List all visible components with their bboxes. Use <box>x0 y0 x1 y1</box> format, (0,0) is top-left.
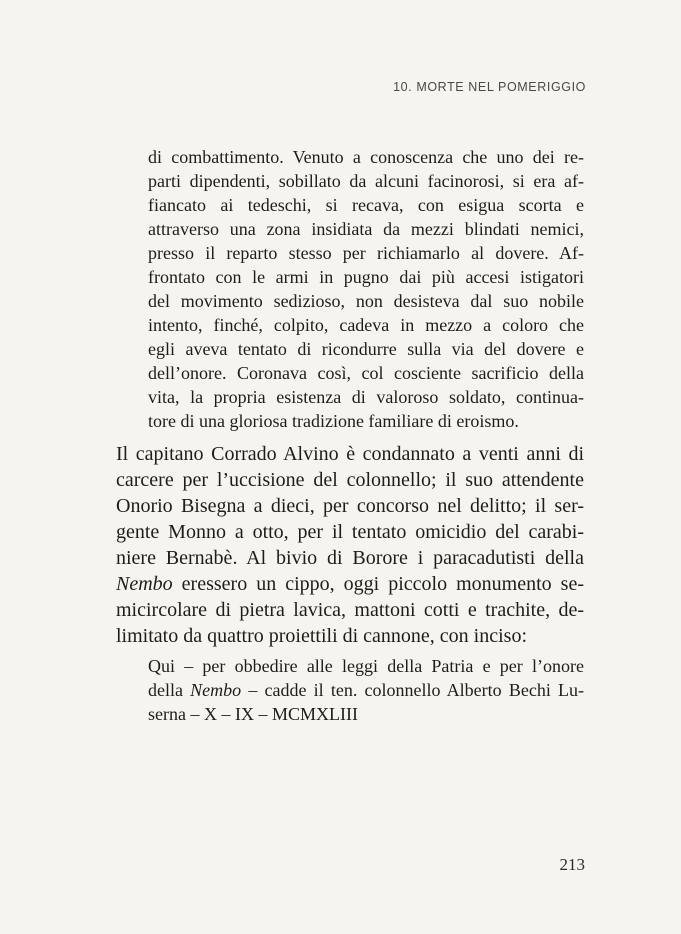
quote-line: vita, la propria esistenza di valoroso soldato, continua- <box>148 387 584 407</box>
inscription-quote <box>148 654 584 726</box>
quote-line: fiancato ai tedeschi, si recava, con esigua scorta e <box>148 195 584 215</box>
quote-line: attraverso una zona insidiata da mezzi blindati nemici, <box>148 219 584 239</box>
quote-line: del movimento sedizioso, non desisteva dal suo nobile <box>148 291 584 311</box>
paragraph-line <box>116 571 584 597</box>
quote-line: egli aveva tentato di ricondurre sulla via del dovere e <box>148 339 584 359</box>
inscription-text: – cadde il ten. colonnello Alberto Bechi Lu- <box>241 680 584 700</box>
block-quote <box>148 145 584 433</box>
running-head: 10. MORTE NEL POMERIGGIO <box>393 80 586 94</box>
quote-line: intento, finché, colpito, cadeva in mezzo a coloro che <box>148 315 584 335</box>
quote-line: di combattimento. Venuto a conoscenza che uno dei re- <box>148 147 584 167</box>
italic-term: Nembo <box>190 680 242 700</box>
quote-line: parti dipendenti, sobillato da alcuni facinorosi, si era af- <box>148 171 584 191</box>
paragraph-line: Il capitano Corrado Alvino è condannato a venti anni di <box>116 443 584 465</box>
body-paragraph <box>116 441 584 649</box>
page-number: 213 <box>559 855 585 874</box>
paragraph-text: eressero un cippo, oggi piccolo monumento se- <box>172 573 584 595</box>
quote-line: dell’onore. Coronava così, col cosciente sacrificio della <box>148 363 584 383</box>
paragraph-line: carcere per l’uccisione del colonnello; il suo attendente <box>116 469 584 491</box>
paragraph-line: limitato da quattro proiettili di cannone, con inciso: <box>116 625 528 647</box>
paragraph-line: micircolare di pietra lavica, mattoni cotti e trachite, de- <box>116 599 584 621</box>
quote-line: frontato con le armi in pugno dai più accesi istigatori <box>148 267 584 287</box>
inscription-line: serna – X – IX – MCMXLIII <box>148 704 358 724</box>
inscription-line: Qui – per obbedire alle leggi della Patria e per l’onore <box>148 656 584 676</box>
inscription-text: della <box>148 680 191 700</box>
quote-line: tore di una gloriosa tradizione familiare di eroismo. <box>148 411 519 431</box>
paragraph-line: gente Monno a otto, per il tentato omicidio del carabi- <box>116 521 584 543</box>
italic-term: Nembo <box>116 573 173 595</box>
paragraph-line: Onorio Bisegna a dieci, per concorso nel delitto; il ser- <box>116 495 584 517</box>
inscription-line <box>148 678 584 702</box>
paragraph-line: niere Bernabè. Al bivio di Borore i paracadutisti della <box>116 547 584 569</box>
quote-line: presso il reparto stesso per richiamarlo al dovere. Af- <box>148 243 584 263</box>
